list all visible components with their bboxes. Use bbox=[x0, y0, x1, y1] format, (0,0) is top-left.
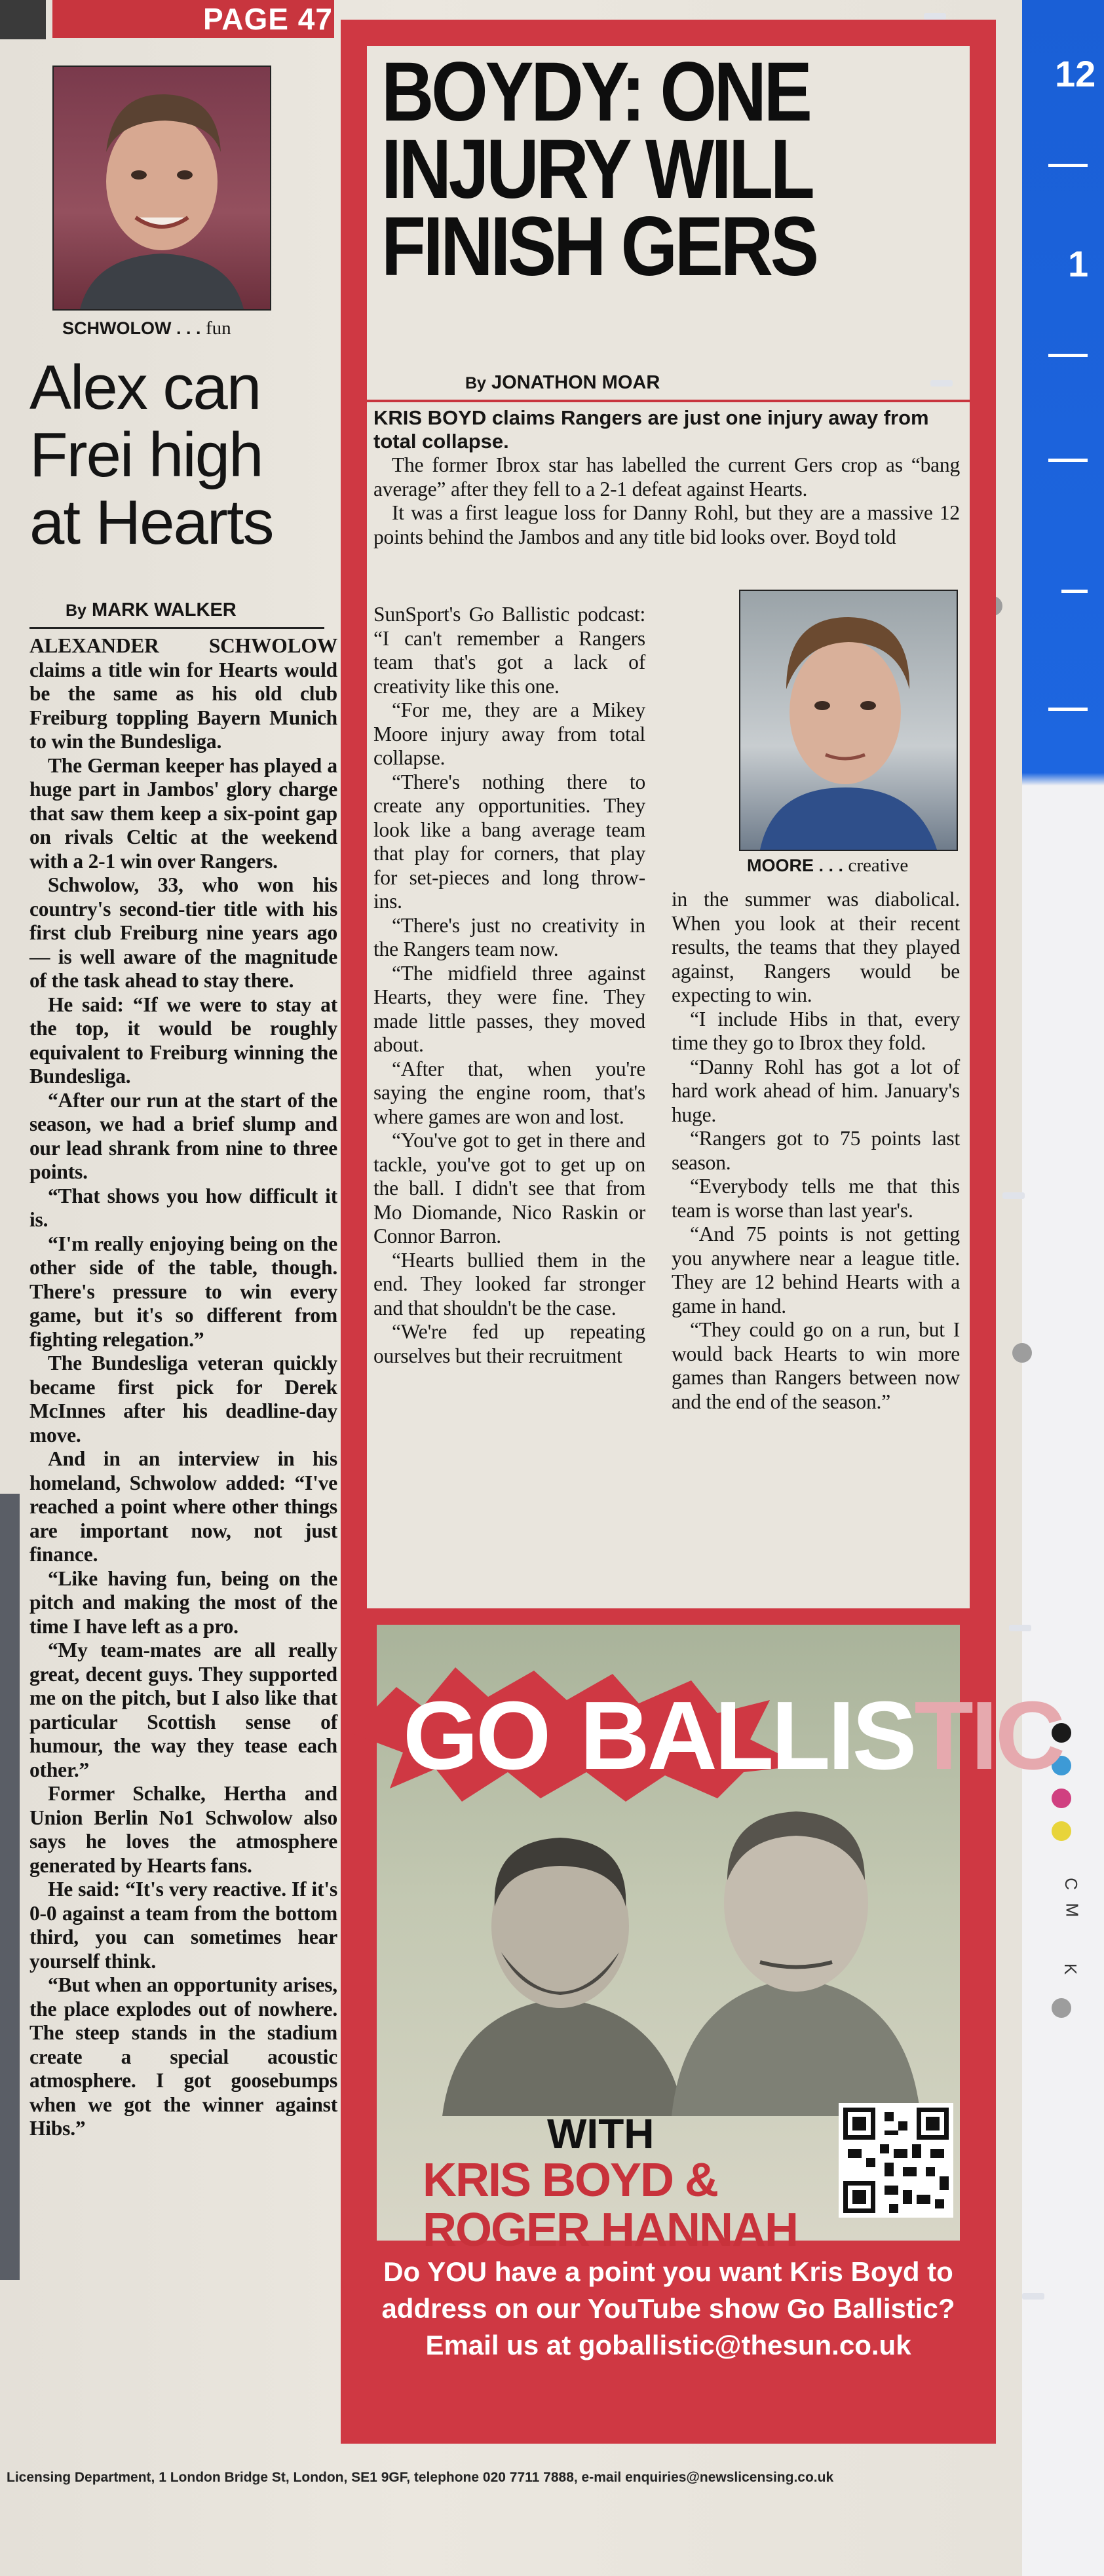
right-intro bbox=[373, 453, 960, 549]
binder-clip bbox=[924, 13, 946, 20]
page-edge-shadow bbox=[0, 1494, 20, 2280]
schwolow-portrait-image bbox=[54, 67, 270, 309]
ruler-tick bbox=[1048, 459, 1088, 462]
logo-ballistic-fade: TIC bbox=[914, 1682, 1063, 1790]
right-column-b bbox=[672, 888, 960, 1414]
caption-name: SCHWOLOW bbox=[62, 318, 172, 338]
story-paragraph: “Rangers got to 75 points last season. bbox=[672, 1127, 960, 1174]
moore-portrait-image bbox=[740, 591, 957, 850]
byline-by: By bbox=[66, 601, 86, 620]
left-headline: Alex can Frei high at Hearts bbox=[29, 352, 273, 558]
story-paragraph: Schwolow, 33, who won his country's second-tier title with his first club Freiburg nine years ago — is well aware of the magnitude of the task ahead to stay there. bbox=[29, 873, 337, 992]
caption-word: fun bbox=[206, 318, 231, 339]
registration-dot bbox=[1052, 1998, 1071, 2018]
boyd-story-panel bbox=[367, 46, 970, 1608]
ad-call-to-action bbox=[380, 2254, 957, 2364]
registration-dot bbox=[1052, 1821, 1071, 1841]
left-byline bbox=[66, 599, 237, 621]
story-paragraph: “My team-mates are all really great, decent guys. They supported me on the pitch, but I also like that particular Scottish sense of humour, the way they tease each other.” bbox=[29, 1638, 337, 1781]
right-headline: BOYDY: ONE INJURY WILL FINISH GERS bbox=[381, 45, 816, 294]
qr-code-icon[interactable] bbox=[839, 2103, 953, 2218]
right-column-a bbox=[373, 603, 645, 1368]
caption-name: MOORE bbox=[747, 856, 814, 875]
story-paragraph: “I'm really enjoying being on the other side of the table, though. There's pressure to win every game, but it's so different from fighting relegation.” bbox=[29, 1232, 337, 1351]
ad-photo-panel bbox=[377, 1625, 1063, 2256]
story-paragraph: “For me, they are a Mikey Moore injury away from total collapse. bbox=[373, 698, 645, 769]
byline-by: By bbox=[465, 374, 486, 392]
story-paragraph: ALEXANDER SCHWOLOW claims a title win for Hearts would be the same as his old club Freiburg toppling Bayern Munich to win the Bundesliga. bbox=[29, 634, 337, 753]
story-paragraph: The German keeper has played a huge part in Jambos' glory charge that saw them keep a six-point gap on rivals Celtic at the weekend with a 2-1 win over Rangers. bbox=[29, 753, 337, 873]
caption-separator: . . . bbox=[171, 318, 206, 338]
registration-dot bbox=[1012, 1343, 1032, 1363]
hosts-photo bbox=[429, 1775, 927, 2116]
ad-with: WITH bbox=[547, 2110, 655, 2157]
ad-host-line: ROGER HANNAH bbox=[423, 2204, 798, 2256]
story-paragraph: “I include Hibs in that, every time they go to Ibrox they fold. bbox=[672, 1007, 960, 1054]
story-paragraph: The Bundesliga veteran quickly became first pick for Derek McInnes after his deadline-day move. bbox=[29, 1352, 337, 1447]
story-paragraph: He said: “It's very reactive. If it's 0-0 against a team from the bottom third, you can sometimes hear yourself think. bbox=[29, 1878, 337, 1973]
story-paragraph: “After that, when you're saying the engine room, that's where games are won and lost. bbox=[373, 1057, 645, 1128]
story-paragraph: “Like having fun, being on the pitch and making the most of the time I have left as a pro. bbox=[29, 1566, 337, 1638]
page-number: PAGE 47 bbox=[203, 2, 333, 36]
binder-clip bbox=[1002, 1192, 1025, 1199]
logo-ballistic-main: BALLIS bbox=[580, 1682, 915, 1790]
ad-cta-line: Do YOU have a point you want Kris Boyd to bbox=[383, 2256, 953, 2287]
story-paragraph: “That shows you how difficult it is. bbox=[29, 1184, 337, 1231]
ruler-tick bbox=[1048, 354, 1088, 357]
story-paragraph: in the summer was diabolical. When you look at their recent results, the teams that they played against, Rangers would be expecting to win. bbox=[672, 888, 960, 1006]
binder-clip bbox=[1009, 1625, 1031, 1631]
story-paragraph: “There's nothing there to create any opportunities. They look like a bang average team that play for corners, that play for set-pieces and long throw-ins. bbox=[373, 770, 645, 913]
page-corner-shadow bbox=[0, 0, 46, 39]
story-paragraph: “We're fed up repeating ourselves but their recruitment bbox=[373, 1320, 645, 1367]
binder-clip bbox=[930, 380, 953, 387]
byline-name: JONATHON MOAR bbox=[491, 372, 660, 393]
story-paragraph: SunSport's Go Ballistic podcast: “I can't remember a Rangers team that's got a lack of creativity like this one. bbox=[373, 603, 645, 698]
byline-name: MARK WALKER bbox=[92, 599, 237, 620]
ruler-tick bbox=[1048, 164, 1088, 167]
ruler-number: 12 bbox=[1055, 53, 1096, 94]
margin-letter: C bbox=[1061, 1878, 1081, 1890]
story-paragraph: He said: “If we were to stay at the top, it would be roughly equivalent to Freiburg winning the Bundesliga. bbox=[29, 993, 337, 1088]
ruler-strip bbox=[1022, 0, 1104, 2576]
margin-letter: M bbox=[1062, 1903, 1082, 1918]
story-paragraph: It was a first league loss for Danny Rohl, but they are a massive 12 points behind the Jambos and any title bid looks over. Boyd told bbox=[373, 501, 960, 548]
story-paragraph: “And 75 points is not getting you anywhere near a league title. They are 12 behind Hearts with a game in hand. bbox=[672, 1222, 960, 1317]
story-paragraph: Former Schalke, Hertha and Union Berlin No1 Schwolow also says he loves the atmosphere generated by Hearts fans. bbox=[29, 1782, 337, 1877]
ruler-tick bbox=[1061, 590, 1088, 593]
logo-go: GO bbox=[403, 1682, 549, 1790]
story-paragraph: “The midfield three against Hearts, they were fine. They made little passes, they moved about. bbox=[373, 961, 645, 1056]
right-byline bbox=[465, 372, 660, 394]
ruler-tick bbox=[1048, 708, 1088, 711]
ad-cta-line: address on our YouTube show Go Ballistic? bbox=[381, 2293, 955, 2324]
left-story-body bbox=[29, 634, 337, 2141]
caption-separator: . . . bbox=[814, 856, 848, 875]
go-ballistic-ad bbox=[367, 1615, 1063, 2414]
story-paragraph: “Danny Rohl has got a lot of hard work ahead of him. January's huge. bbox=[672, 1055, 960, 1126]
licensing-footer: Licensing Department, 1 London Bridge St, London, SE1 9GF, telephone 020 7711 7888, e-mail enquiries@newslicensing.co.uk bbox=[7, 2470, 834, 2485]
margin-letter: K bbox=[1061, 1963, 1081, 1975]
caption-word: creative bbox=[848, 855, 909, 876]
schwolow-caption bbox=[62, 318, 231, 339]
story-paragraph: “But when an opportunity arises, the place explodes out of nowhere. The steep stands in the stadium create a special acoustic atmosphere. I got goosebumps when we got the winner against Hibs.” bbox=[29, 1973, 337, 2140]
moore-photo bbox=[739, 590, 958, 851]
story-paragraph: “There's just no creativity in the Rangers team now. bbox=[373, 913, 645, 960]
ad-cta-email[interactable]: Email us at goballistic@thesun.co.uk bbox=[425, 2330, 911, 2360]
right-lead: KRIS BOYD claims Rangers are just one injury away from total collapse. bbox=[373, 406, 929, 453]
story-paragraph: The former Ibrox star has labelled the current Gers crop as “bang average” after they fell to a 2-1 defeat against Hearts. bbox=[373, 453, 960, 501]
binder-clip bbox=[1022, 2293, 1044, 2300]
ad-host-names bbox=[423, 2155, 797, 2255]
schwolow-photo bbox=[52, 66, 271, 311]
byline-rule bbox=[29, 627, 324, 629]
story-paragraph: “Hearts bullied them in the end. They looked far stronger and that shouldn't be the case. bbox=[373, 1248, 645, 1319]
ad-host-line: KRIS BOYD & bbox=[423, 2154, 718, 2207]
story-paragraph: “You've got to get in there and tackle, you've got to get up on the ball. I didn't see that from Mo Diomande, Nico Raskin or Connor Barron. bbox=[373, 1129, 645, 1247]
story-paragraph: “They could go on a run, but I would back Hearts to win more games than Rangers between now and the end of the season.” bbox=[672, 1318, 960, 1413]
moore-caption bbox=[747, 855, 908, 877]
byline-rule bbox=[367, 400, 970, 402]
boyd-story-box bbox=[341, 20, 1063, 2444]
story-paragraph: And in an interview in his homeland, Schwolow added: “I've reached a point where other things are important now, not just finance. bbox=[29, 1447, 337, 1566]
ruler-number: 1 bbox=[1068, 243, 1089, 284]
story-paragraph: “Everybody tells me that this team is worse than last year's. bbox=[672, 1175, 960, 1222]
story-paragraph: “After our run at the start of the season, we had a brief slump and our lead shrank from nine to three points. bbox=[29, 1088, 337, 1183]
